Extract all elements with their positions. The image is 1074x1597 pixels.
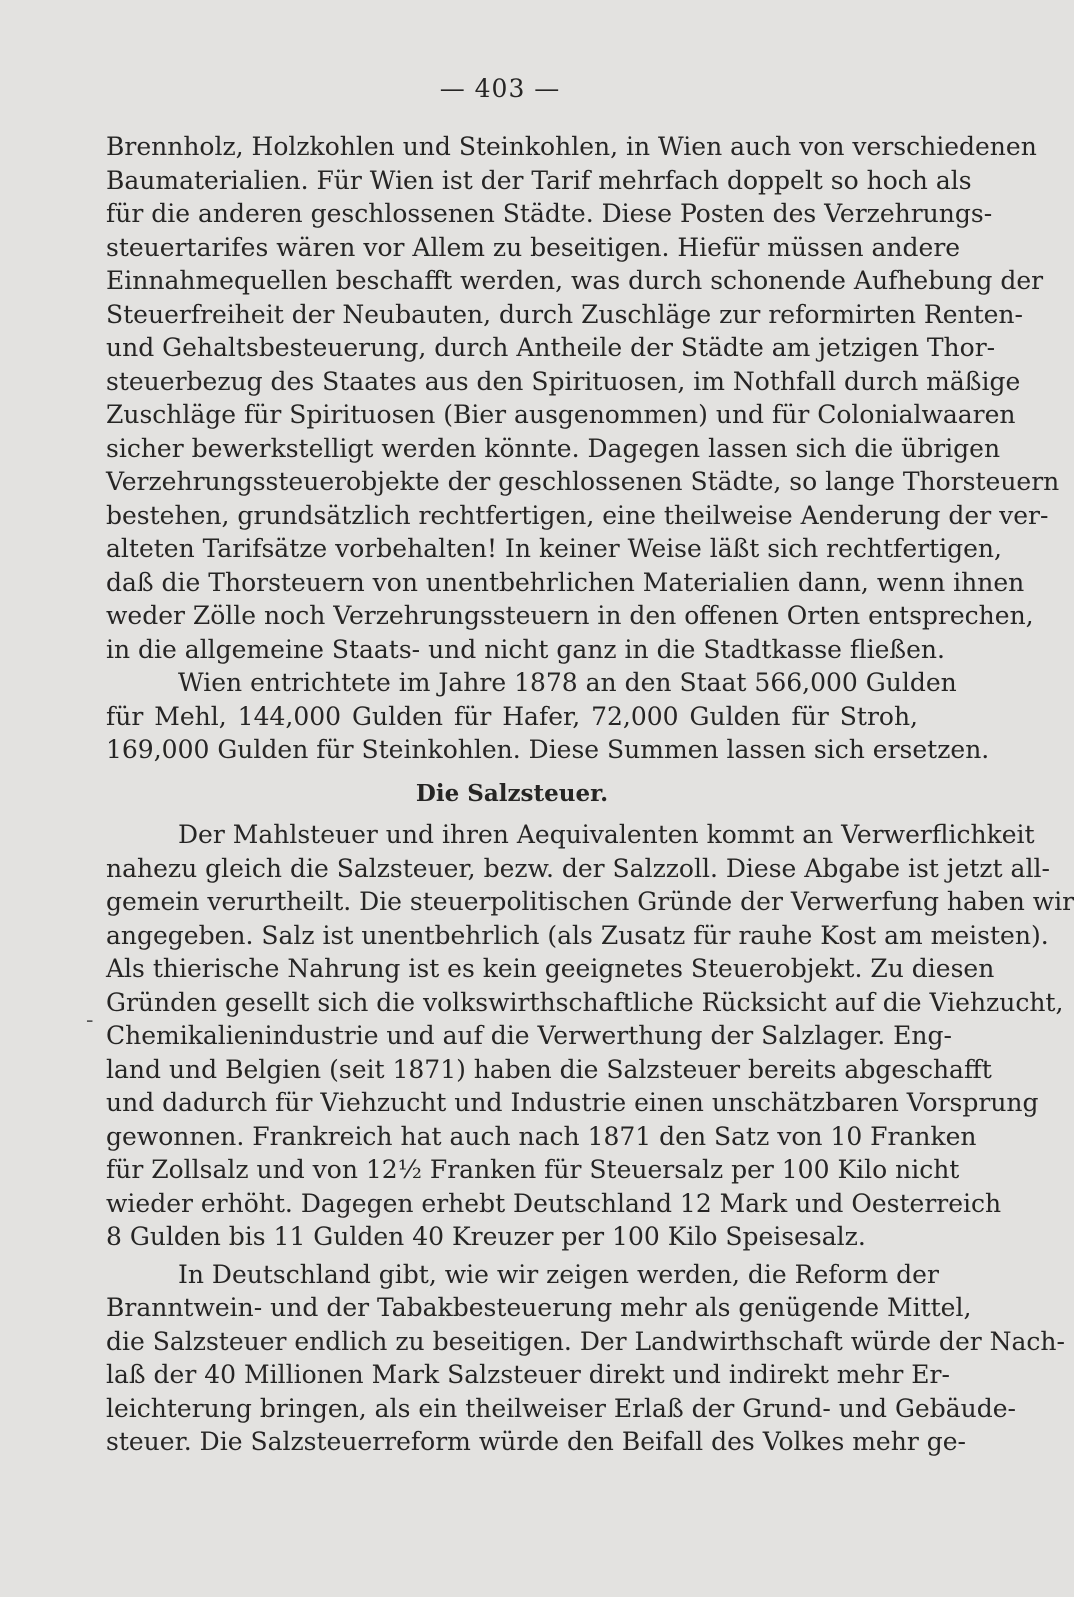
text-line: weder Zölle noch Verzehrungssteuern in den offenen Orten entsprechen, — [106, 601, 1034, 630]
text-line: 8 Gulden bis 11 Gulden 40 Kreuzer per 100 Kilo Speisesalz. — [106, 1222, 866, 1251]
text-line: steuertarifes wären vor Allem zu beseitigen. Hiefür müssen andere — [106, 232, 961, 262]
text-line: für Mehl, 144,000 Gulden für Hafer, 72,000 Gulden für Stroh, — [106, 701, 918, 731]
page-number: — 403 — — [439, 74, 561, 103]
text-line: laß der 40 Millionen Mark Salzsteuer direkt und indirekt mehr Er- — [106, 1360, 950, 1389]
text-line: Branntwein- und der Tabakbesteuerung mehr als genügende Mittel, — [106, 1293, 972, 1322]
text-line: gewonnen. Frankreich hat auch nach 1871 den Satz von 10 Franken — [106, 1121, 977, 1151]
text-line: 169,000 Gulden für Steinkohlen. Diese Summen lassen sich ersetzen. — [106, 735, 990, 764]
text-line: die Salzsteuer endlich zu beseitigen. Der Landwirthschaft würde der Nach- — [106, 1326, 1065, 1356]
text-line: in die allgemeine Staats- und nicht ganz in die Stadtkasse fließen. — [106, 634, 945, 664]
text-line: Wien entrichtete im Jahre 1878 an den Staat 566,000 Gulden — [178, 668, 957, 697]
text-line: für die anderen geschlossenen Städte. Diese Posten des Verzehrungs- — [106, 199, 993, 228]
paragraph — [106, 130, 1060, 666]
section-heading: Die Salzsteuer. — [415, 779, 609, 807]
text-line: und dadurch für Viehzucht und Industrie einen unschätzbaren Vorsprung — [106, 1088, 1039, 1117]
text-line: Der Mahlsteuer und ihren Aequivalenten kommt an Verwerflichkeit — [178, 820, 1035, 849]
text-line: leichterung bringen, als ein theilweiser Erlaß der Grund- und Gebäude- — [106, 1393, 1016, 1423]
text-line: und Gehaltsbesteuerung, durch Antheile der Städte am jetzigen Thor- — [106, 333, 996, 362]
text-line: angegeben. Salz ist unentbehrlich (als Zusatz für rauhe Kost am meisten). — [106, 920, 1049, 950]
text-line: Zuschläge für Spirituosen (Bier ausgenommen) und für Colonialwaaren — [106, 400, 1016, 429]
text-line: nahezu gleich die Salzsteuer, bezw. der Salzzoll. Diese Abgabe ist jetzt all- — [106, 853, 1050, 883]
text-line: In Deutschland gibt, wie wir zeigen werden, die Reform der — [178, 1259, 939, 1289]
text-line: Einnahmequellen beschafft werden, was durch schonende Aufhebung der — [106, 266, 1044, 295]
text-line: land und Belgien (seit 1871) haben die Salzsteuer bereits abgeschafft — [106, 1054, 992, 1084]
body-text — [106, 130, 1074, 1459]
text-line: Brennholz, Holzkohlen und Steinkohlen, in Wien auch von verschiedenen — [106, 132, 1037, 161]
text-line: steuer. Die Salzsteuerreform würde den Beifall des Volkes mehr ge- — [106, 1427, 966, 1456]
text-line: Baumaterialien. Für Wien ist der Tarif mehrfach doppelt so hoch als — [106, 165, 972, 195]
text-line: daß die Thorsteuern von unentbehrlichen Materialien dann, wenn ihnen — [106, 567, 1025, 597]
text-line: Steuerfreiheit der Neubauten, durch Zuschläge zur reformirten Renten- — [106, 299, 1023, 329]
text-line: Verzehrungssteuerobjekte der geschlossenen Städte, so lange Thorsteuern — [106, 467, 1060, 496]
text-line: wieder erhöht. Dagegen erhebt Deutschland 12 Mark und Oesterreich — [106, 1188, 1002, 1218]
paragraph — [106, 818, 1074, 1254]
text-line: steuerbezug des Staates aus den Spirituosen, im Nothfall durch mäßige — [106, 366, 1021, 396]
text-line: für Zollsalz und von 12½ Franken für Steuersalz per 100 Kilo nicht — [106, 1155, 960, 1184]
text-line: bestehen, grundsätzlich rechtfertigen, eine theilweise Aenderung der ver- — [106, 500, 1049, 530]
text-line: Chemikalienindustrie und auf die Verwerthung der Salzlager. Eng- — [106, 1021, 952, 1050]
margin-mark: - — [86, 1008, 94, 1033]
text-line: gemein verurtheilt. Die steuerpolitischen Gründe der Verwerfung haben wir — [106, 887, 1074, 916]
text-line: Als thierische Nahrung ist es kein geeignetes Steuerobjekt. Zu diesen — [106, 954, 995, 983]
paragraph — [106, 1258, 1065, 1459]
text-line: alteten Tarifsätze vorbehalten! In keiner Weise läßt sich rechtfertigen, — [106, 534, 1002, 563]
paragraph — [106, 666, 990, 767]
text-line: Gründen gesellt sich die volkswirthschaftliche Rücksicht auf die Viehzucht, — [106, 987, 1064, 1017]
text-line: sicher bewerkstelligt werden könnte. Dagegen lassen sich die übrigen — [106, 433, 1001, 463]
